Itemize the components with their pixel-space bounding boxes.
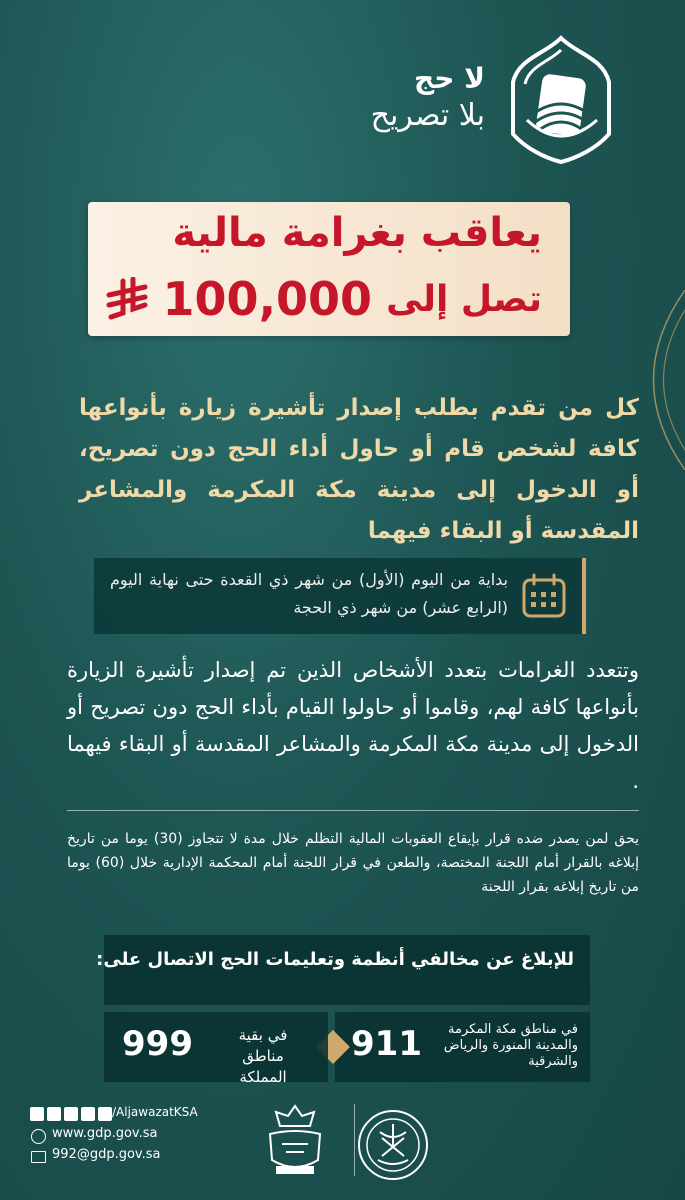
logo-line-2: بلا تصريح (370, 98, 485, 133)
mail-icon (31, 1151, 46, 1163)
fine-amount-line (105, 272, 542, 326)
social-handle[interactable]: /AljawazatKSA (112, 1105, 198, 1119)
email-link[interactable]: 992@gdp.gov.sa (52, 1147, 161, 1162)
jawazat-logo (262, 1100, 328, 1180)
youtube-icon[interactable] (30, 1107, 44, 1121)
globe-icon (31, 1129, 46, 1144)
period-text: بداية من اليوم (الأول) من شهر ذي القعدة حتى نهاية اليوم (الرابع عشر) من شهر ذي الحجة (110, 570, 508, 617)
divider (67, 810, 639, 811)
contact-description: في بقية مناطق المملكة (238, 1026, 288, 1086)
contact-number: 999 (122, 1024, 193, 1064)
report-heading: للإبلاغ عن مخالفي أنظمة وتعليمات الحج الاتصال على: (96, 949, 574, 970)
report-heading-box (96, 935, 590, 1005)
main-paragraph: كل من تقدم بطلب إصدار تأشيرة زيارة بأنواعها كافة لشخص قام أو حاول أداء الحج دون تصريح، أو الدخول إلى مدينة مكة المكرمة والمشاعر المقدسة أو البقاء فيهما (79, 395, 639, 544)
hajj-permit-emblem-icon (505, 34, 617, 164)
instagram-icon[interactable] (98, 1107, 112, 1121)
period-box (94, 558, 586, 634)
contact-box-911 (335, 1012, 590, 1082)
contact-number: 911 (351, 1024, 422, 1064)
fine-amount: 100,000 (162, 272, 373, 326)
campaign-logo-text (371, 62, 485, 136)
contact-box-999 (104, 1012, 328, 1086)
social-icons (30, 1107, 112, 1121)
appeal-paragraph: يحق لمن يصدر ضده قرار بإيقاع العقوبات المالية التظلم خلال مدة لا تتجاوز (30) يوما من تاريخ إبلاغه بالقرار أمام اللجنة المختصة، والطعن في قرار اللجنة أمام المحكمة الإدارية خلال (60) يوما من تاريخ إبلاغه بقرار اللجنة (67, 831, 640, 895)
second-paragraph: وتتعدد الغرامات بتعدد الأشخاص الذين تم إصدار تأشيرة الزيارة بأنواعها كافة لهم، وقاموا أو حاولوا القيام بأداء الحج دون تصريح أو الدخول إلى مدينة مكة المكرمة والمشاعر المقدسة أو البقاء فيهما . (67, 658, 639, 793)
ministry-emblem-logo (356, 1108, 430, 1182)
saudi-riyal-icon (105, 277, 149, 321)
fine-card (88, 202, 570, 336)
calendar-icon (520, 572, 568, 620)
fine-prefix: تصل إلى (386, 278, 542, 320)
logo-separator (354, 1104, 355, 1176)
contact-description: في مناطق مكة المكرمة والمدينة المنورة والرياض والشرقية (443, 1022, 578, 1069)
facebook-icon[interactable] (47, 1107, 61, 1121)
x-icon[interactable] (64, 1107, 78, 1121)
website-link[interactable]: www.gdp.gov.sa (52, 1126, 158, 1141)
fine-heading: يعاقب بغرامة مالية (172, 210, 542, 256)
logo-line-1: لا حج (414, 62, 485, 95)
snapchat-icon[interactable] (81, 1107, 95, 1121)
